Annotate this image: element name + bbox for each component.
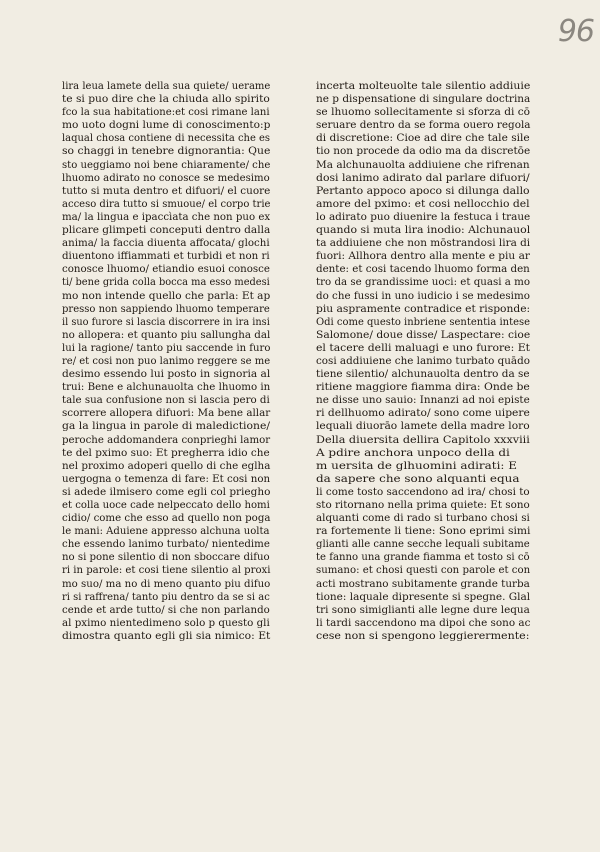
text-line: si adede ilmisero come egli col priegho [62, 485, 271, 498]
text-line: uergogna o temenza di fare: Et cosi non [62, 472, 271, 485]
text-line: lui la ragione/ tanto piu saccende in furo [62, 341, 271, 354]
text-line: mo uoto dogni lume di conoscimento:p [62, 119, 271, 132]
text-line: te del pximo suo: Et pregherra idio che [62, 446, 270, 459]
text-line: tutto si muta dentro et difuori/ el cuore [62, 184, 271, 197]
text-line: et colla uoce cade nelpeccato dello homi [62, 499, 270, 511]
text-line: sumano: et chosi questi con parole et con [316, 564, 531, 577]
text-line: desimo essendo lui posto in signoria al [62, 368, 271, 381]
text-line: li come tosto saccendono ad ira/ chosi to [316, 485, 530, 498]
text-line: seruare dentro da se forma ouero regola [316, 119, 531, 132]
text-line: cosi addiuiene che lanimo turbato quādo [316, 354, 530, 367]
text-line: dosi lanimo adirato dal parlare difuori/ [316, 171, 530, 184]
text-line: Ma alchunauolta addiuiene che rifrenan [316, 158, 530, 171]
text-line: el tacere delli maluagi e uno furore: Et [316, 341, 530, 354]
text-line: li tardi saccendono ma dipoi che sono ac [316, 616, 531, 629]
text-line: tio non procede da odio ma da discretōe [316, 145, 531, 158]
text-line: do che fussi in uno iudicio i se medesimo [316, 289, 530, 302]
text-line: m uersita de glhuomini adirati: E [316, 459, 517, 472]
text-line: sto ueggiamo noi bene chiaramente/ che [62, 158, 271, 171]
text-line: dente: et cosi tacendo lhuomo forma den [316, 263, 530, 276]
text-line: che essendo lanimo turbato/ nientedime [62, 538, 270, 551]
text-line: plicare glimpeti conceputi dentro dalla [62, 224, 271, 237]
left-text-column [62, 80, 270, 643]
text-line: ga la lingua in parole di maledictione/ [62, 420, 270, 433]
text-line: fuori: Allhora dentro alla mente e piu ar [316, 250, 530, 263]
text-line: so chaggi in tenebre dignorantia: Que [62, 145, 271, 158]
text-line: Pertanto appoco apoco si dilunga dallo [316, 184, 530, 197]
text-line: Della diuersita dellira Capitolo xxxviii [316, 433, 530, 446]
text-line: ta addiuiene che non mōstrandosi lira di [316, 237, 531, 250]
text-line: Salomone/ doue disse/ Laspectare: cioe [316, 328, 531, 341]
text-line: ti/ bene grida colla bocca ma esso medesi [62, 276, 270, 289]
text-line: quando si muta lira inodio: Alchunauol [316, 224, 531, 237]
text-line: al pximo nientedimeno solo p questo gli [62, 616, 270, 629]
text-line: tale sua confusione non si lascia pero di [62, 394, 270, 407]
text-line: sto ritornano nella prima quiete: Et sono [316, 499, 530, 511]
text-line: no si pone silentio di non sboccare difuo [62, 551, 270, 564]
text-line: cidio/ come che esso ad quello non poga [62, 512, 271, 525]
text-line: tri sono simiglianti alle legne dure lequa [316, 603, 530, 616]
text-line: ne p dispensatione di singulare doctrina [316, 93, 531, 106]
text-line: amore del pximo: et cosi nellocchio del [316, 197, 530, 210]
text-line: ma/ la lingua e ipaccìata che non puo ex [62, 210, 271, 223]
text-line: Odi come questo inbriene sententia intese [316, 315, 530, 328]
text-line: dimostra quanto egli gli sia nimico: Et [62, 629, 271, 642]
text-line: ri si raffrena/ tanto piu dentro da se si ac [62, 590, 270, 603]
text-line: di discretione: Cioe ad dire che tale sile [316, 132, 530, 145]
text-line: tione: laquale dipresente si spegne. Glal [316, 590, 531, 603]
text-line: tro da se grandissime uoci: et quasi a mo [316, 276, 531, 289]
text-line: fco la sua habitatione:et cosi rimane lani [62, 106, 270, 119]
text-line: scorrere allopera difuori: Ma bene allar [62, 407, 271, 420]
text-line: ne disse uno sauio: Innanzi ad noi episte [316, 394, 530, 407]
text-line: acti mostrano subitamente grande turba [316, 577, 530, 590]
text-line: peroche addomandera conprieghi lamor [62, 433, 271, 446]
text-line: re/ et cosi non puo lanimo reggere se me [62, 354, 271, 367]
right-text-column [316, 80, 530, 643]
text-line: il suo furore si lascia discorrere in ira insi [62, 315, 270, 328]
text-line: te fanno una grande fiamma et tosto si cō [316, 551, 530, 564]
text-line: mo suo/ ma no di meno quanto piu difuo [62, 577, 271, 590]
text-line: A pdire anchora unpoco della di [316, 446, 510, 459]
text-line: mo non intende quello che parla: Et ap [62, 289, 271, 302]
text-line: laqual chosa contiene di necessita che es [62, 132, 271, 145]
text-line: cende et arde tutto/ si che non parlando [62, 603, 270, 616]
text-line: glianti alle canne secche lequali subitame [316, 538, 530, 551]
text-line: ri in parole: et cosi tiene silentio al proxi [62, 564, 271, 577]
text-line: incerta molteuolte tale silentio addiuie [316, 80, 531, 92]
text-line: da sapere che sono alquanti equa [316, 472, 520, 485]
text-line: presso non sappiendo lhuomo temperare [62, 302, 270, 315]
text-line: le mani: Aduiene appresso alchuna uolta [62, 525, 270, 538]
text-line: ri dellhuomo adirato/ sono come uipere [316, 407, 530, 420]
text-line: lo adirato puo diuenire la festuca i traue [316, 210, 531, 223]
text-line: alquanti come di rado si turbano chosi si [316, 512, 530, 525]
text-line: lhuomo adirato no conosce se medesimo [62, 171, 270, 184]
text-line: se lhuomo sollecitamente si sforza di cō [316, 106, 531, 119]
text-line: anima/ la faccia diuenta affocata/ glochi [62, 237, 270, 250]
text-line: acceso dira tutto si smuoue/ el corpo trie [62, 197, 271, 210]
text-line: piu aspramente contradice et risponde: [316, 302, 531, 315]
folio-number: 96 [557, 14, 594, 49]
text-line: ritiene maggiore fiamma dira: Onde be [316, 381, 530, 394]
text-line: cese non si spengono leggierermente: [316, 629, 530, 642]
text-line: conosce lhuomo/ etiandio esuoi conosce [62, 263, 270, 276]
text-line: diuentono iffiammati et turbidi et non ri [62, 250, 270, 263]
text-line: lequali diuorāo lamete della madre loro [316, 420, 530, 433]
text-line: trui: Bene e alchunauolta che lhuomo in [62, 381, 271, 394]
text-line: tiene silentio/ alchunauolta dentro da se [316, 368, 530, 381]
text-line: nel proximo adoperi quello di che eglha [62, 459, 271, 472]
text-line: lira leua lamete della sua quiete/ uerame [62, 80, 271, 92]
text-line: ra fortemente li tiene: Sono eprimi simi [316, 525, 531, 538]
text-line: te si puo dire che la chiuda allo spirito [62, 93, 270, 106]
text-line: no allopera: et quanto piu sallungha dal [62, 328, 271, 341]
